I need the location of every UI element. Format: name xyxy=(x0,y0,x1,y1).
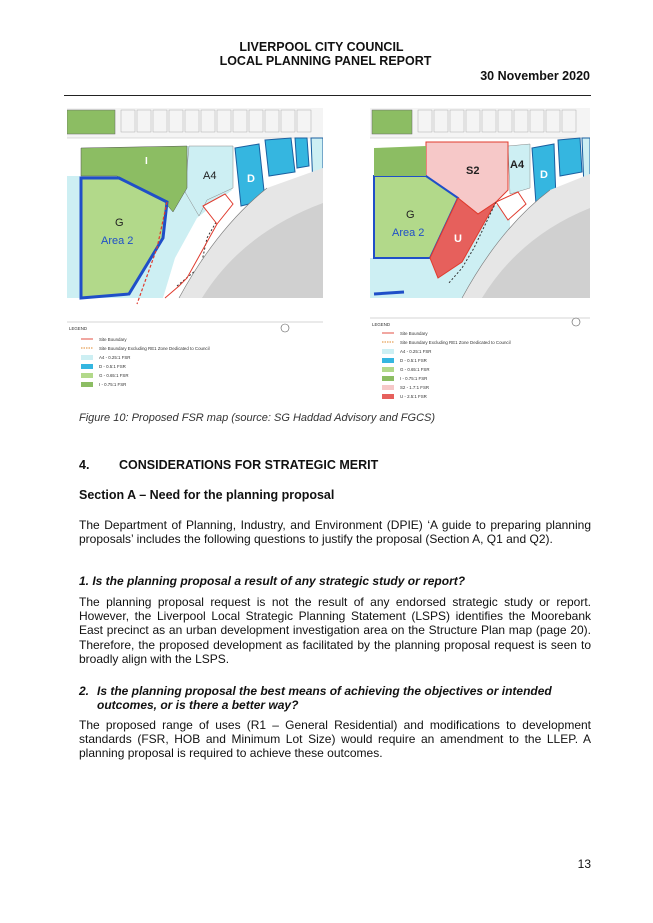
map-label-g: G xyxy=(406,209,415,221)
intro-paragraph: The Department of Planning, Industry, and Environment (DPIE) ‘A guide to preparing planning proposals’ includes the following questions to justify the proposal (Section A, Q1 and Q2). xyxy=(79,518,591,547)
header-divider xyxy=(64,95,591,96)
map-label-d: D xyxy=(247,173,255,185)
report-title: LOCAL PLANNING PANEL REPORT xyxy=(219,54,432,68)
svg-text:G - 0.65:1 FSR: G - 0.65:1 FSR xyxy=(99,373,129,378)
council-name: LIVERPOOL CITY COUNCIL xyxy=(239,40,404,54)
section-number: 4. xyxy=(79,458,90,472)
svg-text:Site Boundary Excluding RE1 Zo: Site Boundary Excluding RE1 Zone Dedicated to Council xyxy=(99,346,210,351)
svg-text:U - 2.5:1 FSR: U - 2.5:1 FSR xyxy=(400,394,427,399)
answer-1: The planning proposal request is not the result of any endorsed strategic study or report. However, the Liverpool Local Strategic Planning Statement (LSPS) identifies the Moorebank East precinct as an urban development investigation area on the Structure Plan map (page 20). Therefore, the proposed development as facilitated by the planning proposal request is seen to broadly align with the LSPS. xyxy=(79,595,591,666)
svg-text:A4 - 0.25:1 FSR: A4 - 0.25:1 FSR xyxy=(400,349,432,354)
map-label-a4: A4 xyxy=(203,170,217,182)
section-title: CONSIDERATIONS FOR STRATEGIC MERIT xyxy=(119,458,379,472)
map-label-i: I xyxy=(145,156,148,167)
report-date: 30 November 2020 xyxy=(480,69,590,83)
svg-text:Site Boundary Excluding RE1 Zo: Site Boundary Excluding RE1 Zone Dedicated to Council xyxy=(400,340,511,345)
question-1: 1. Is the planning proposal a result of any strategic study or report? xyxy=(79,574,466,588)
fsr-map-proposed xyxy=(370,108,590,408)
question-2: 2. Is the planning proposal the best means of achieving the objectives or intended outcomes, or is there a better way? xyxy=(79,684,552,713)
map-label-s2: S2 xyxy=(466,165,480,177)
section-heading xyxy=(79,458,378,472)
legend-title: LEGEND xyxy=(69,326,88,331)
map-label-g: G xyxy=(115,217,124,229)
map-label-area: Area 2 xyxy=(392,227,425,239)
legend-title: LEGEND xyxy=(372,322,391,327)
subsection-heading: Section A – Need for the planning proposal xyxy=(79,488,335,502)
answer-2: The proposed range of uses (R1 – General Residential) and modifications to development standards (FSR, HOB and Minimum Lot Size) would require an amendment to the LLEP. A planning proposal is required to achieve these outcomes. xyxy=(79,718,591,761)
figure-caption: Figure 10: Proposed FSR map (source: SG Haddad Advisory and FGCS) xyxy=(79,412,436,424)
page-number: 13 xyxy=(577,857,591,871)
svg-text:I - 0.75:1 FSR: I - 0.75:1 FSR xyxy=(400,376,428,381)
svg-text:S2 - 1.7:1 FSR: S2 - 1.7:1 FSR xyxy=(400,385,430,390)
svg-text:Site Boundary: Site Boundary xyxy=(400,331,428,336)
map-label-d: D xyxy=(540,169,548,181)
svg-text:G - 0.65:1 FSR: G - 0.65:1 FSR xyxy=(400,367,430,372)
map-label-area: Area 2 xyxy=(101,235,134,247)
map-label-u: U xyxy=(454,233,462,245)
svg-text:A4 - 0.25:1 FSR: A4 - 0.25:1 FSR xyxy=(99,355,131,360)
svg-text:D - 0.5:1 FSR: D - 0.5:1 FSR xyxy=(400,358,427,363)
fsr-map-existing xyxy=(67,108,323,408)
svg-text:D - 0.5:1 FSR: D - 0.5:1 FSR xyxy=(99,364,126,369)
svg-text:Site Boundary: Site Boundary xyxy=(99,337,127,342)
svg-text:I - 0.75:1 FSR: I - 0.75:1 FSR xyxy=(99,382,127,387)
map-label-a4: A4 xyxy=(510,159,525,171)
